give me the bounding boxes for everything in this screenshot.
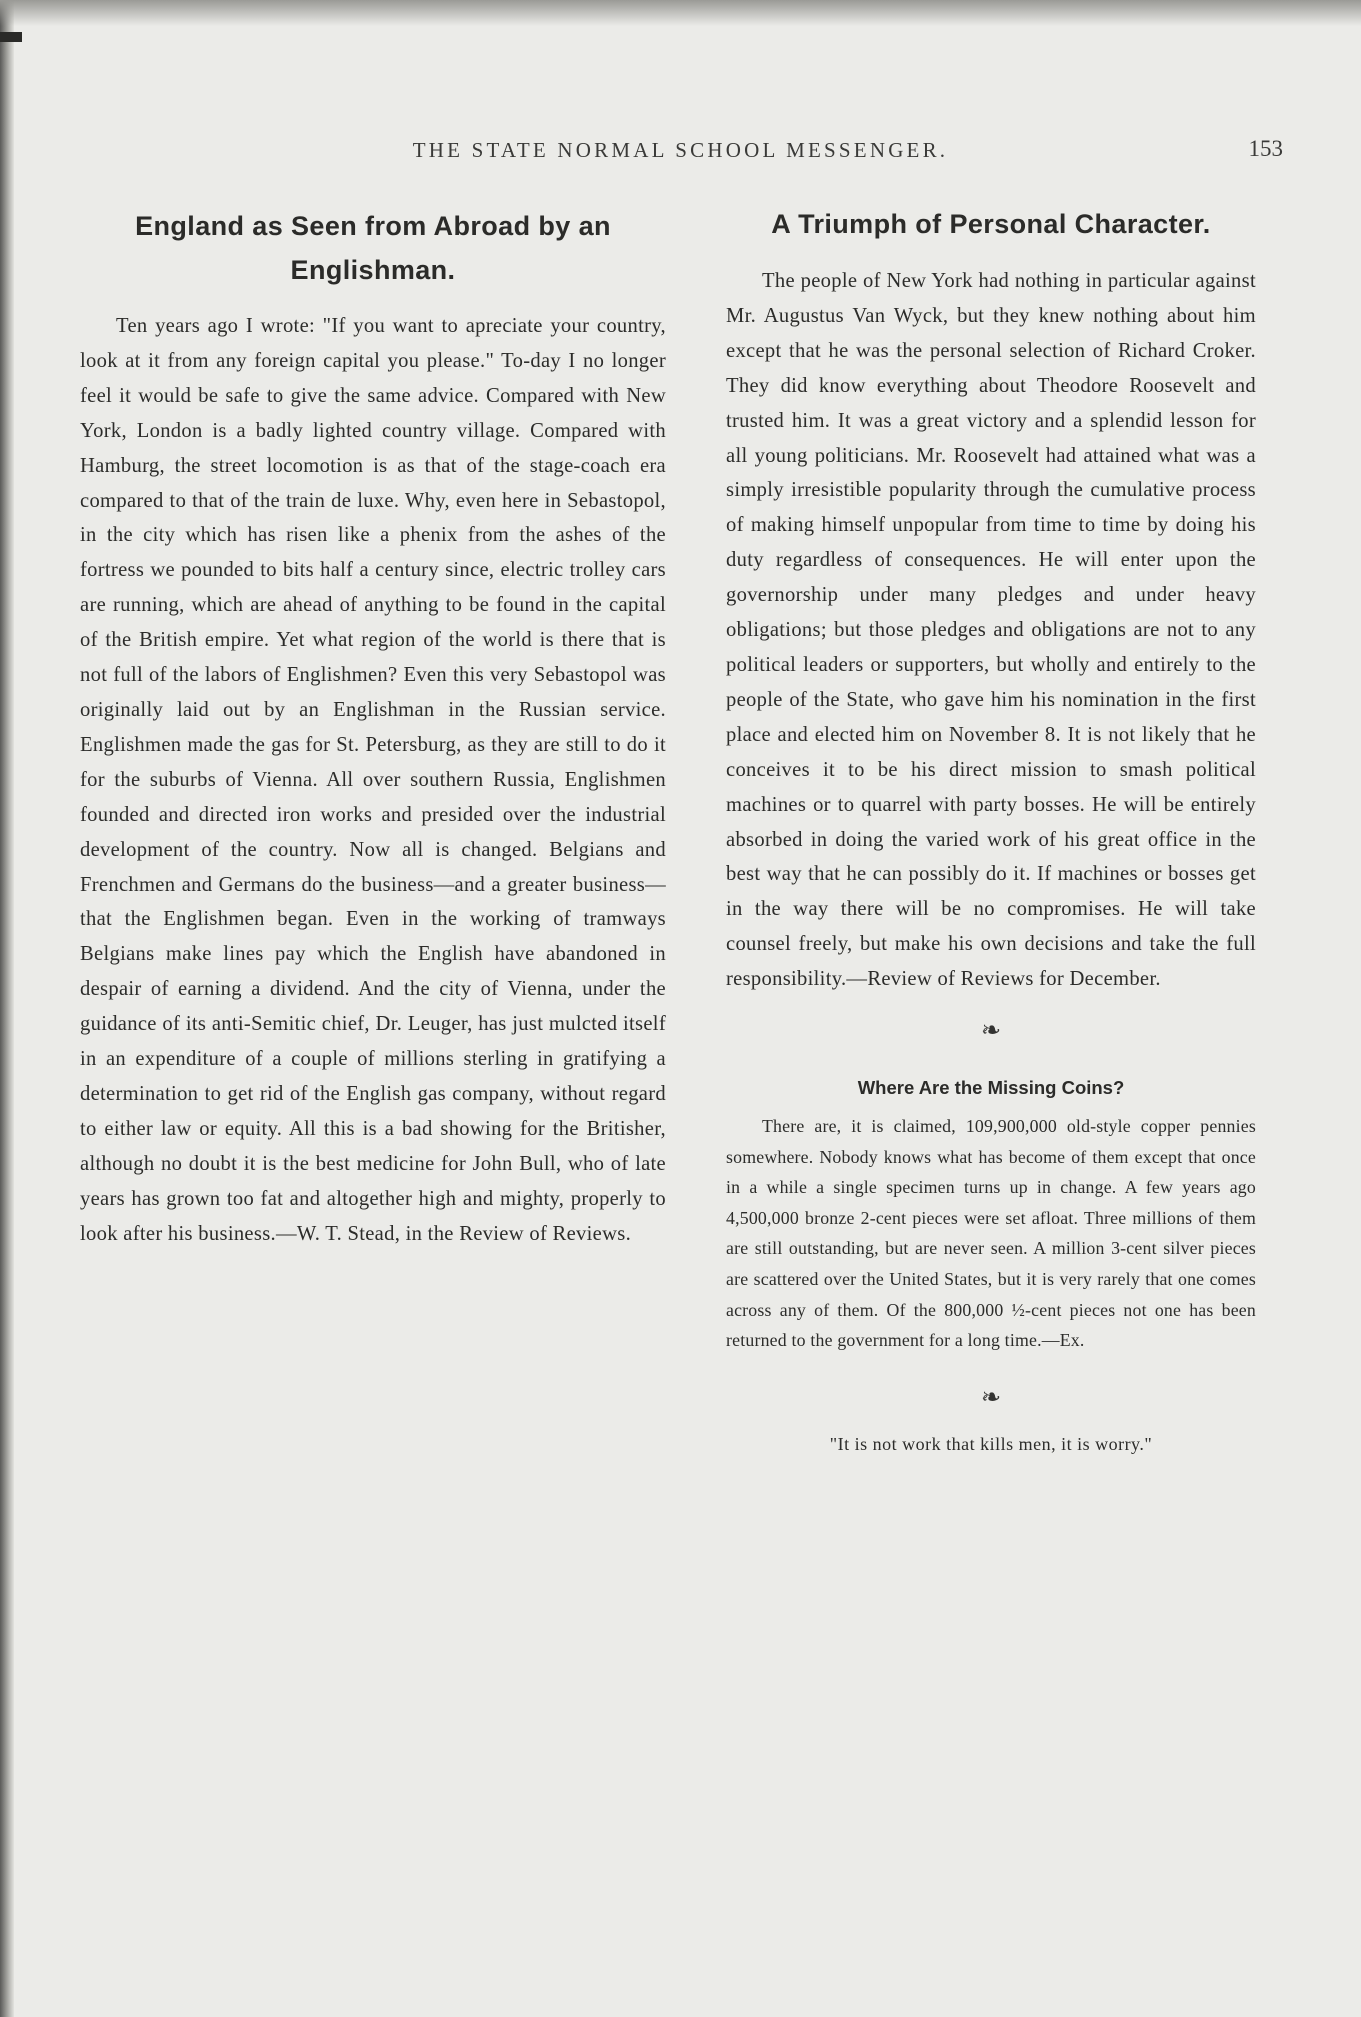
article-body-missing-coins: There are, it is claimed, 109,900,000 old-style copper pennies somewhere. Nobody knows what has become of them except that once in a while a single specimen turns up in change. A few years ago 4,500,000 bronze 2-cent pieces were set afloat. Three millions of them are still outstanding, but are never seen. A million 3-cent silver pieces are scattered over the United States, but it is very rarely that one comes across any of them. Of the 800,000 ½-cent pieces not one has been returned to the government for a long time.—Ex. — [726, 1116, 1256, 1351]
article-title-missing-coins: Where Are the Missing Coins? — [857, 1077, 1125, 1099]
right-article-heading — [726, 202, 1256, 246]
fleuron-ornament-icon: ❧ — [980, 1018, 1002, 1045]
article-body-personal-character: The people of New York had nothing in particular against Mr. Augustus Van Wyck, but they knew nothing about him except that he was the personal selection of Richard Croker. They did know everything about Theodore Roosevelt and trusted him. It was a great victory and a splendid lesson for all young politicians. Mr. Roosevelt had attained what was a simply irresistible popularity through the cumulative process of making himself unpopular from time to time by doing his duty regardless of consequences. He will enter upon the governorship under many pledges and under heavy obligations; but those pledges and obligations are not to any political leaders or supporters, but wholly and entirely to the people of the State, who gave him his nomination in the first place and elected him on November 8. It is not likely that he conceives it to be his direct mission to smash political machines or to quarrel with party bosses. He will be entirely absorbed in doing the varied work of his great office in the best way that he can possibly do it. If machines or bosses get in the way there will be no compromises. He will take counsel freely, but make his own decisions and take the full responsibility.—Review of Reviews for December. — [726, 270, 1256, 991]
scan-corner-mark — [0, 32, 22, 42]
left-column — [80, 202, 666, 1251]
page-number: 153 — [1248, 136, 1283, 161]
article-title-personal-character: A Triumph of Personal Character. — [771, 209, 1211, 239]
running-head: THE STATE NORMAL SCHOOL MESSENGER. — [412, 138, 949, 162]
closing-quote: "It is not work that kills men, it is worry." — [829, 1433, 1153, 1454]
right-column — [726, 202, 1256, 1455]
article-title-england: England as Seen from Abroad by an Englishman. — [135, 211, 611, 285]
article-body-england: Ten years ago I wrote: "If you want to apreciate your country, look at it from any foreign capital you please." To-day I no longer feel it would be safe to give the same advice. Compared with New York, London is a badly lighted country village. Compared with Hamburg, the street locomotion is as that of the stage-coach era compared to that of the train de luxe. Why, even here in Sebastopol, in the city which has risen like a phenix from the ashes of the fortress we pounded to bits half a century since, electric trolley cars are running, which are ahead of anything to be found in the capital of the British empire. Yet what region of the world is there that is not full of the labors of Englishmen? Even this very Sebastopol was originally laid out by an Englishman in the Russian service. Englishmen made the gas for St. Petersburg, as they are still to do it for the suburbs of Vienna. All over southern Russia, Englishmen founded and directed iron works and presided over the industrial development of the country. Now all is changed. Belgians and Frenchmen and Germans do the business—and a greater business—that the Englishmen began. Even in the working of tramways Belgians make lines pay which the English have abandoned in despair of earning a dividend. And the city of Vienna, under the guidance of its anti-Semitic chief, Dr. Leuger, has just mulcted itself in an expenditure of a couple of millions sterling in gratifying a determination to get rid of the English gas company, without regard to either law or equity. All this is a bad showing for the Britisher, although no doubt it is the best medicine for John Bull, who of late years has grown too fat and altogether high and mighty, properly to look after his business.—W. T. Stead, in the Review of Reviews. — [80, 315, 666, 1245]
binding-shadow — [0, 0, 14, 2017]
left-article-heading — [80, 202, 666, 292]
fleuron-ornament-icon: ❧ — [980, 1384, 1002, 1411]
top-edge-shadow — [0, 0, 1361, 26]
